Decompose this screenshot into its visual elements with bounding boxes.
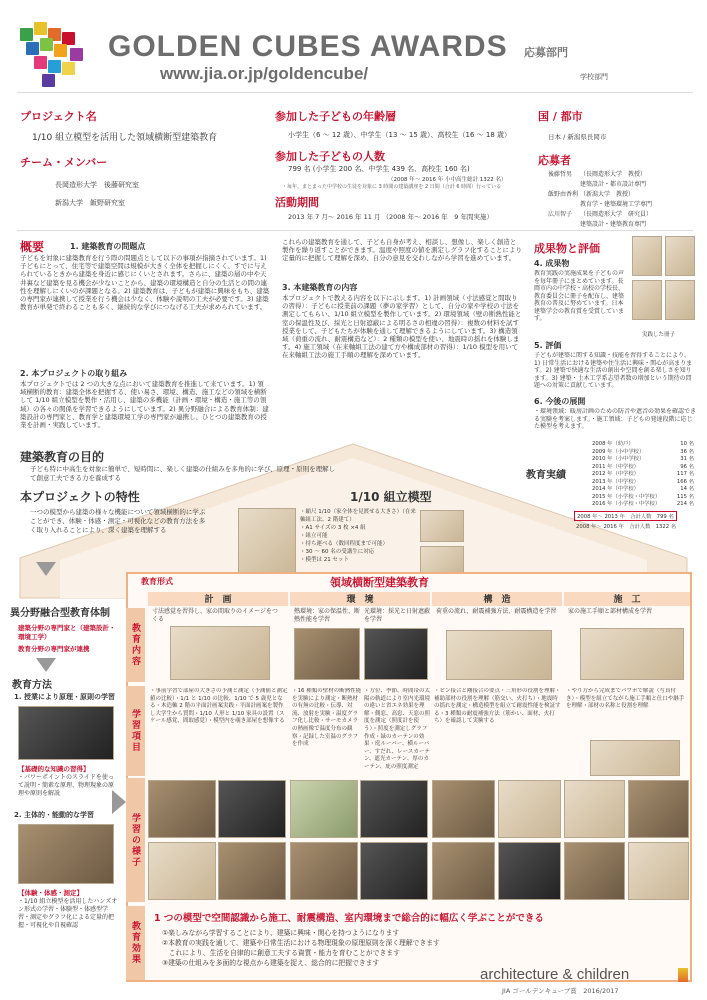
content-env-1-photo (294, 628, 360, 680)
down-arrow-2 (36, 658, 56, 672)
collab-body-1: 建築分野の専門家と（建築設計・環境工学） (18, 624, 116, 641)
methods-label: 教育方法 (12, 680, 52, 691)
grid-top-label: 領域横断型建築教育 (330, 576, 429, 589)
results-s4-body: 教育実践の実施成果を子どもの声を毎年冊子にまとめています。長岡市内の中学校・高校の学校長、教育委員会に冊子を配布し、建築教育の普及に努めています。日本建築学会の教育賞を受賞しています。 (534, 270, 625, 322)
category-label: 応募部門 (524, 46, 568, 59)
content-struct: 荷重の流れ、耐震補強方法、耐震構造を学習 (436, 608, 557, 615)
header-divider (17, 92, 693, 93)
applicants-list (548, 170, 698, 230)
results-heading: 成果物と評価 (534, 242, 600, 255)
col-head-env: 環 境 (290, 592, 430, 606)
col-head-plan: 計 画 (148, 592, 288, 606)
scene-photos-plan (148, 780, 288, 902)
method-2-box-title: 【体験・体感・測定】 (18, 889, 83, 897)
booklet-caption: 実践した冊子 (642, 332, 676, 338)
middle-s3-title: 3. 本建築教育の内容 (282, 283, 358, 292)
overview-s2-title: 2. 本プロジェクトの取り組み (20, 369, 128, 378)
record-label: 教育実績 (526, 470, 566, 481)
booklet-photos (632, 236, 696, 326)
items-const-photo (590, 740, 680, 776)
row-label-effect: 教育効果 (126, 906, 145, 980)
record-total-2: 2008 年〜 2016 年 合計人数 1322 名 (576, 524, 677, 530)
record-row: 2012 年（中学校） 117 名 (592, 471, 694, 477)
scene-photos-const (564, 780, 690, 902)
record-total-1: 2008 年〜 2013 年 合計人数 799 名 (574, 511, 677, 521)
content-struct-photo (446, 630, 552, 680)
overview-heading: 概要 (20, 240, 45, 254)
record-row: 2013 年（中学校） 166 名 (592, 478, 694, 485)
award-title: GOLDEN CUBES AWARDS (108, 30, 508, 63)
footer-brand: architecture & children (480, 966, 630, 983)
items-plan: ・事前学習で部屋の大きさの予測と測定（予測値と測定値の比較）・1/1 と 1/10 の比較、1/10 で 5 歳児となる・木造軸 2 階の平面計画案実践・平面計画案を製作し大学生から質問・1/10 人形と 1/10 家具の設置（スケール感覚、間取感覚）・模型内を覗き部屋を想像する (150, 688, 288, 725)
method-1-photo (18, 706, 114, 760)
results-s4-title: 4. 成果物 (534, 259, 570, 268)
method-2-box: ・1/10 組立模型を活用したハンズオン形式の学習・体験型・体感型学習・測定やグラフ化による定量的把握・可視化や自視確認 (18, 898, 118, 929)
effect-lines: ①楽しみながら学習することにより、建築に興味・関心を持つようになります ②本教育の実践を通して、建築や日常生活における物理現象の原理原則を深く理解できます これにより、生活を自律的に創意工夫する資質・能力を育むことができます ③建築の仕組みを多面的な視点から建築を捉え、総合的に把握できます (162, 929, 440, 967)
footer-award: JIA ゴールデンキューブ賞 2016/2017 (502, 987, 619, 995)
row-label-items: 学習項目 (126, 686, 145, 776)
collab-body-2: 教育分野の専門家が連携 (18, 645, 90, 653)
team-member-2: 新潟大学 飯野研究室 (55, 199, 125, 207)
record-row: 2010 年（小中学校） 31 名 (592, 456, 694, 462)
applicant-row: 建築設計・都市設計専門 (580, 181, 647, 188)
items-env-2: ・方位、季節、時間帯の太陽の軌道により室内光環境の違いと省エネ効果を理解・側窓、高窓、天窓の照度を測定（照度計を使う）・照度を測定しグラフ作成・緑のカーテンの効果・庭ルーバー、横ルーバー、すだれ、レースカーテン、遮光カーテン、厚のカーテン、庇の照度測定 (364, 688, 431, 770)
results-s5-body: 子どもが建築に関する知識・技能を習得することにより、1) 日常生活における建築や住生活に興味・関心が高まります。2) 建築で快適な生活の創出や空間を創る楽しさを知ります。3) 建築・土木工学系志望者数の増加という期待の問題への対策に貢献しています。 (534, 352, 693, 389)
period-value: 2013 年 7 月〜 2016 年 11 月 （2008 年〜 2016 年 9 年間実施） (288, 213, 494, 221)
team-member-1: 長岡造形大学 後藤研究室 (55, 181, 139, 189)
down-arrow-1 (36, 562, 56, 576)
method-1-box-title: 【基礎的な知識の習得】 (18, 765, 90, 773)
country-value: 日本 / 新潟県長岡市 (548, 133, 607, 141)
purpose-body: 子ども特に中高生を対象に簡単で、短時間に、楽しく建築の仕組みを多角的に学び、原理・原則を理解して創意工夫できる力を養成する (30, 465, 336, 482)
content-plan: 寸法感覚を習得し、家の間取りのイメージをつくる (152, 608, 278, 623)
country-label: 国 / 都市 (538, 110, 583, 123)
overview-s1-title: 1. 建築教育の問題点 (70, 242, 146, 251)
model-specs: ・縮尺 1/10（家全体を見渡せる大きさ）（在来軸組工法、2 階建て） ・A1 サイズの 3 枚 ×4 組 ・組立可能 ・持ち運べる（数回程度まで可能） ・30 〜 60 名の受講生に対応 ・模型は 21 セット (300, 509, 416, 563)
right-arrow (112, 790, 126, 814)
count-note-1: （2008 年〜 2016 年 小中高生総計 1322 名） (388, 177, 507, 183)
applicant-row: 建築設計・建築教育専門 (580, 221, 647, 228)
logo-cubes (20, 22, 88, 90)
team-label: チーム・メンバー (20, 156, 108, 169)
overview-s2-body: 本プロジェクトでは 2 つの大きな点において建築教育を推進して来ています。1) 領域横断的教育：建築全体を把握する、使い易さ、環境、構造、施工などの領域を横断して 1/10 組立模型を製作・活用し、建築の多機能（計画・環境・構造・施工等の領域）の各々の関係を学習できるようにしています。2) 異分野融合による教育体制：建築設計の専門家と、教育学と建築環境工学の専門家が連携し、ひとつの建築教育の授業を計画・実践しています。 (20, 380, 269, 430)
award-url[interactable]: www.jia.or.jp/goldencube/ (160, 64, 369, 83)
method-1-box: ・パワーポイントのスライドを使って説明・簡素な原理、物理現象の原理や原則を解説 (18, 774, 115, 797)
content-const-photo (580, 628, 684, 680)
record-row: 2009 年（小中学校） 36 名 (592, 448, 694, 455)
overview-s1-body: 子どもを対象に建築教育を行う際の問題点として以下の事項が指摘されています。1) 子どもにとって、住宅等で建築空間は規模が大きく全体を把握しにくく、すでに与えられているときから建築を身近に感じにくいとされます。さらに、建築の層の中や天井裏など建築を見る機会が少ないことから、建築の環境構造と自分の生活との間の連性を理解しにくいのが課題となる。2) 建築教育は、子どもが建築に興味をもち、建築の専門家が連携して授業を行う機会は少なく、体験や説明の工夫が必要です。3) 建築教育が単発で終わることも多く、継続的な学びにつなげる工夫が求められています。 (20, 254, 270, 312)
items-struct: ・ピン接合と剛接合の要点・三角形の役割を理解・補助部材の役割を理解（筋交い、火打ち）・地震時の揺れを測定・構造模型を組立て耐震性能を検証する・3 種類の耐震補強方法（筋かい、面材、火打ち）を確認して実験する (434, 688, 561, 725)
row-label-content: 教育内容 (126, 608, 145, 682)
scene-photos-struct (432, 780, 562, 902)
col-head-struct: 構 造 (432, 592, 562, 606)
features-label: 本プロジェクトの特性 (20, 490, 140, 504)
content-env-2: 光環境：採光と日射遮蔽を学習 (364, 608, 431, 623)
record-row: 2008 年（幼戸） 10 名 (592, 441, 694, 447)
results-s5-title: 5. 評価 (534, 341, 562, 350)
ages-value: 小学生（6 〜 12 歳）、中学生（13 〜 15 歳）、高校生（16 〜 18 歳） (288, 131, 512, 139)
footer-logo-icon (678, 968, 688, 982)
middle-body: これらの建築教育を通して、子ども自身が考え、相談し、想像し、楽しく創造と製作を繰り返すことができます。温度や照度の値を測定しグラフ化することにより定量的に把握して理解を深め、自分の意見を交わしながら学習を進めています。 (282, 238, 522, 263)
project-label: プロジェクト名 (20, 110, 97, 123)
record-row: 2014 年（中学校） 14 名 (592, 486, 694, 492)
content-const: 家の施工手順と部材構成を学習 (568, 608, 653, 615)
row-label-scene: 学習の様子 (126, 778, 145, 902)
col-head-const: 施 工 (564, 592, 690, 606)
purpose-label: 建築教育の目的 (20, 450, 105, 464)
category-value: 学校部門 (580, 73, 608, 81)
method-2: 2. 主体的・能動的な学習 (14, 811, 94, 819)
record-row: 2011 年（中学校） 96 名 (592, 463, 694, 470)
period-label: 活動期間 (275, 196, 319, 209)
applicant-row: 後藤哲男 （長岡造形大学 教授） (548, 171, 647, 178)
features-body: 一つの模型から建築の様々な機能について領域横断的に学ぶことができ、体験・体感・測定・可視化などの教育方法を多く取り入れることにより、深く建築を理解する (30, 508, 206, 534)
method-1: 1. 授業により原理・原則の学習 (14, 693, 115, 701)
content-plan-photo (170, 626, 270, 680)
applicant-row: 飯野由香利 （新潟大学 教授） (548, 191, 635, 198)
items-env-1: ・16 種類の壁材の断熱性能を実験により測定・断熱材の有無の比較・伝導、対流、放射を実験・温度グラフ化し比較・サーモカメラの熱画像で温度分布の観察・記録した室温のグラフを作成 (292, 688, 362, 748)
count-note-2: ・毎年、まとまった中学校の生徒を対象に 3 時間の建築講座を 2 日間（合計 6 時間）行っている (282, 184, 502, 190)
info-divider (17, 230, 693, 231)
scene-photos-env (290, 780, 430, 902)
ages-label: 参加した子どもの年齢層 (275, 110, 396, 123)
results-s6-title: 6. 今後の展開 (534, 397, 586, 406)
count-value: 799 名 (小学生 200 名、中学生 439 名、高校生 160 名) (288, 165, 470, 173)
count-label: 参加した子どもの人数 (275, 150, 385, 163)
applicant-row: 教育学・建築環境工学専門 (580, 201, 653, 208)
content-env-2-photo (364, 628, 428, 680)
model-title: 1/10 組立模型 (350, 490, 432, 504)
applicant-row: 広川智子 （長岡造形大学 研究員） (548, 211, 653, 218)
record-row: 2016 年（小学校・中学校） 214 名 (592, 501, 694, 507)
content-env-1: 熱環境：家の保温性、断熱性能を学習 (294, 608, 361, 623)
method-2-photo (18, 824, 114, 884)
middle-s3-body: 本プロジェクトで教える内容を以下に示します。1) 計画領域（寸法感覚と間取りの習得）：子どもに授業前の課題（夢の家学習）として、自分の家や学校の寸法を測定してもらい、1/10 組立模型を製作しています。2) 環境領域（壁の断熱性能と室の保温性及び、採光と日射遮蔽による明るさの相違の習得）：複数の材料を試す授業をして、子どもたちが体験を通して理解できるようにしています。3) 構造領域（荷重の流れ、耐震構造など）：2 種類の模型を使い、地震時の揺れを体験します。4) 施工領域（在来軸組工法の建て方や構成部材の習得）：1/10 模型を用いて在来軸組工法の施工手順の理解を深めています。 (282, 294, 522, 360)
effect-title: 1 つの模型で空間認識から施工、耐震構造、室内環境まで総合的に幅広く学ぶことができる (154, 913, 544, 924)
method-format-label: 教育形式 (141, 577, 173, 586)
project-name: 1/10 組立模型を活用した領域横断型建築教育 (32, 133, 218, 143)
results-s6-body: ・環境領域：暖房計画のための防音や遮音の効果を確認できる実験を考案します。・施工領域：子どもの発達段階に応じた模型を考えます。 (534, 408, 696, 430)
items-const: ・やり方から完成までパワポで解説（写真付き）・模型を組立てながら施工手順と仕口や継手を理解・部材の名称と役割を理解 (566, 688, 685, 710)
model-photo-2 (420, 510, 464, 542)
record-row: 2015 年（小学校・中学校） 115 名 (592, 493, 694, 500)
collab-label: 異分野融合型教育体制 (10, 608, 110, 619)
applicants-label: 応募者 (538, 154, 571, 167)
record-table (592, 441, 694, 509)
model-photo-large (238, 508, 296, 582)
